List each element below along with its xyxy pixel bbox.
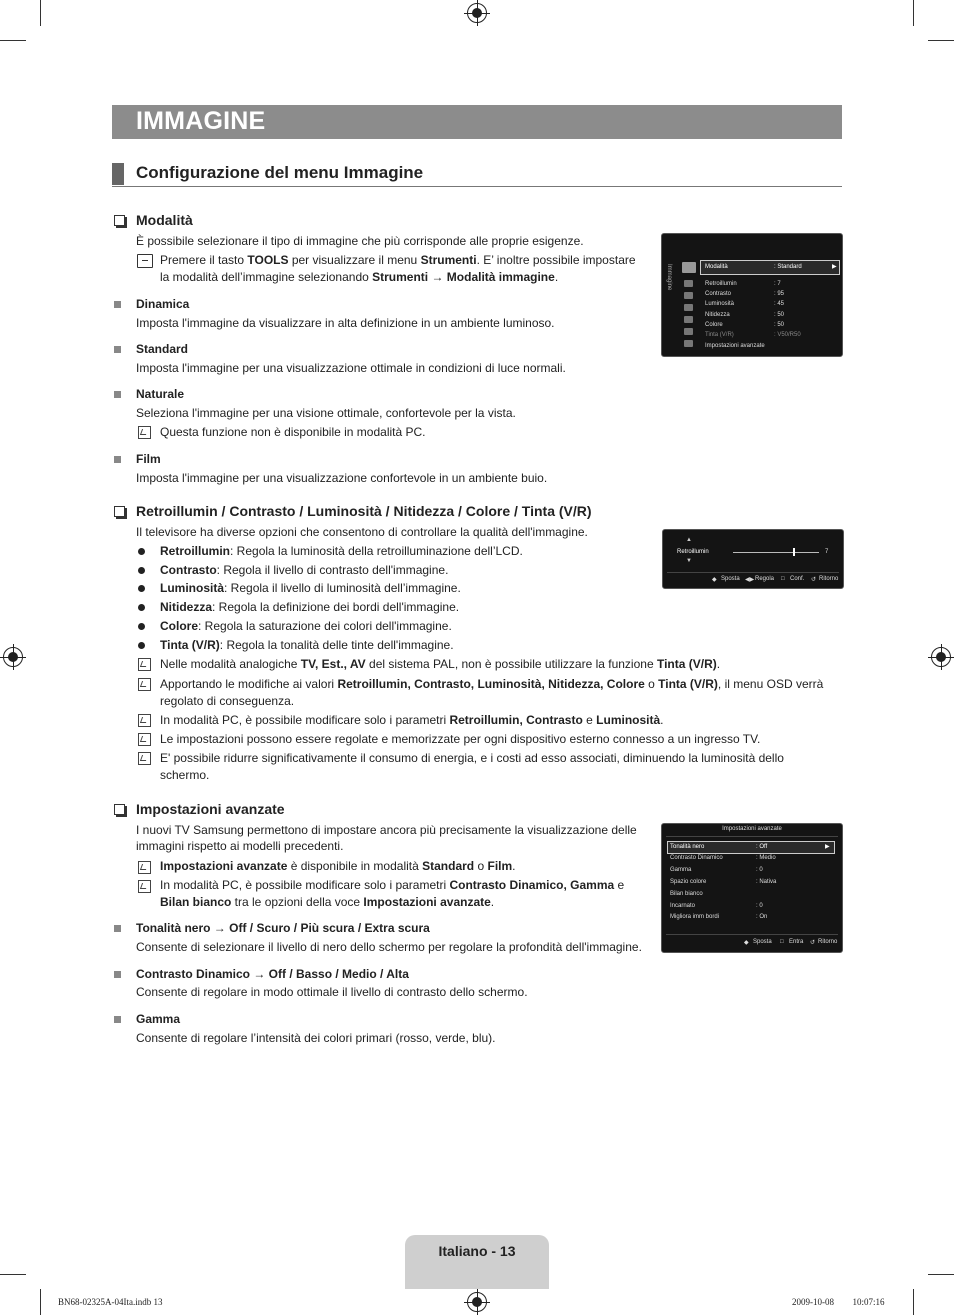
bullet-item: Retroillumin: Regola la luminosità della retroilluminazione dell’LCD. <box>160 544 523 558</box>
application-icon <box>684 328 693 335</box>
support-icon <box>684 340 693 347</box>
osd-row-value: : 7 <box>774 281 781 287</box>
bullet-icon <box>138 585 145 592</box>
crop-mark <box>913 1289 914 1315</box>
bullet-item: Luminosità: Regola il livello di luminosità dell’immagine. <box>160 581 461 595</box>
bullet-icon <box>138 623 145 630</box>
heading-impostazioni-avanzate: Impostazioni avanzate <box>136 801 285 817</box>
note-text-cont: regolato di conseguenza. <box>160 694 295 708</box>
osd-row-key: Bilan bianco <box>670 891 703 897</box>
item-desc: Consente di regolare in modo ottimale il livello di contrasto dello schermo. <box>136 985 528 999</box>
enter-icon: □ <box>780 939 784 945</box>
osd-row-key: Migliora imm bordi <box>670 914 720 920</box>
item-title: Naturale <box>136 387 185 401</box>
osd-row-key: Tinta (V/R) <box>705 332 734 338</box>
page-footer-tab <box>405 1235 549 1289</box>
crop-mark <box>0 1274 26 1275</box>
osd-divider <box>666 934 838 935</box>
chevron-right-icon: ▶ <box>832 264 837 270</box>
heading-modalita: Modalità <box>136 212 193 228</box>
crop-mark <box>928 40 954 41</box>
setup-icon <box>684 304 693 311</box>
note-text: In modalità PC, è possibile modificare solo i parametri Retroillumin, Contrasto e Luminosità. <box>160 713 664 727</box>
move-icon: ◆ <box>744 940 749 946</box>
bullet-icon <box>138 548 145 555</box>
note-icon <box>138 861 151 874</box>
return-icon: ↺ <box>810 940 816 946</box>
note-text-cont: Bilan bianco tra le opzioni della voce Impostazioni avanzate. <box>160 895 495 909</box>
item-title: Film <box>136 452 161 466</box>
picture-icon <box>682 262 696 273</box>
hint-confirm: Conf. <box>790 576 805 582</box>
page-number: Italiano - 13 <box>438 1243 516 1259</box>
bullet-icon <box>138 642 145 649</box>
osd-row-value: : 50 <box>774 312 785 318</box>
item-desc: Imposta l'immagine per una visualizzazione confortevole in un ambiente buio. <box>136 471 548 485</box>
item-desc: Imposta l'immagine da visualizzare in alta definizione in un ambiente luminoso. <box>136 316 555 330</box>
item-desc: Seleziona l'immagine per una visione ottimale, confortevole per la vista. <box>136 406 516 420</box>
hint-move: Sposta <box>753 939 772 945</box>
osd-row-key: Gamma <box>670 867 692 873</box>
note-text: Le impostazioni possono essere regolate e memorizzate per ogni dispositivo esterno connesso a un ingresso TV. <box>160 732 761 746</box>
crop-mark <box>0 40 26 41</box>
registration-mark-icon <box>931 647 951 667</box>
bullet-icon <box>138 567 145 574</box>
input-icon <box>684 316 693 323</box>
crop-mark <box>913 0 914 26</box>
item-title: Dinamica <box>136 297 190 311</box>
osd-row-key: Luminosità <box>705 301 735 307</box>
hint-enter: Entra <box>789 939 804 945</box>
osd-row-key: Contrasto <box>705 291 732 297</box>
osd-divider <box>667 572 839 573</box>
osd-row-value: : 95 <box>774 291 785 297</box>
sound-icon <box>684 280 693 287</box>
osd-row-value: : 50 <box>774 322 785 328</box>
avanzate-intro-cont: immagini rispetto ai modelli precedenti. <box>136 839 344 853</box>
square-bullet-icon <box>114 456 121 463</box>
note-icon <box>138 880 151 893</box>
item-desc: Consente di selezionare il livello di nero dello schermo per regolare la profondità dell'immagine. <box>136 940 642 954</box>
move-icon: ◆ <box>712 577 717 583</box>
osd-advanced-settings <box>661 823 843 953</box>
note-icon <box>138 733 151 746</box>
osd-row-value: : Medio <box>756 855 776 861</box>
print-slug-right: 2009-10-08 ￿￿ 10:07:16 <box>792 1297 885 1307</box>
hint-move: Sposta <box>721 576 740 582</box>
osd-row-key: Contrasto Dinamico <box>670 855 723 861</box>
item-title: Standard <box>136 342 189 356</box>
osd-row-value: : 0 <box>756 867 763 873</box>
return-icon: ↺ <box>811 577 817 583</box>
square-bullet-icon <box>114 301 121 308</box>
tools-icon <box>137 254 153 268</box>
osd-row-key: Impostazioni avanzate <box>705 343 765 349</box>
item-title: Gamma <box>136 1012 181 1026</box>
square-bullet-icon <box>114 346 121 353</box>
square-bullet-icon <box>114 971 121 978</box>
osd-slider-value: 7 <box>825 549 829 555</box>
arrow-up-icon: ▲ <box>686 537 692 543</box>
osd-row-key: Modalità <box>705 264 728 270</box>
print-slug-left: BN68-02325A-04Ita.indb 13 <box>58 1297 163 1307</box>
note-text: Questa funzione non è disponibile in modalità PC. <box>160 425 426 439</box>
bullet-item: Colore: Regola la saturazione dei colori dell'immagine. <box>160 619 452 633</box>
bullet-icon <box>138 604 145 611</box>
hint-adjust: Regola <box>755 576 775 582</box>
section-divider <box>112 186 842 187</box>
bullet-item: Contrasto: Regola il livello di contrasto dell'immagine. <box>160 563 449 577</box>
osd-row-key: Incarnato <box>670 903 696 909</box>
modalita-intro: È possibile selezionare il tipo di immagine che più corrisponde alle proprie esigenze. <box>136 234 584 248</box>
bullet-item: Tinta (V/R): Regola la tonalità delle tinte dell'immagine. <box>160 638 454 652</box>
note-text: Apportando le modifiche ai valori Retroillumin, Contrasto, Luminosità, Nitidezza, Colore o Tinta (V/R), il menu OSD verrà <box>160 677 824 691</box>
note-text: E' possibile ridurre significativamente il consumo di energia, e i costi ad esso associati, diminuendo la luminosità dello <box>160 751 784 765</box>
osd-row-key: Tonalità nero <box>670 844 705 850</box>
osd-picture-menu <box>661 233 843 357</box>
osd-row-key: Colore <box>705 322 723 328</box>
osd-row-value: : 0 <box>756 903 763 909</box>
item-title: Tonalità nero → Off / Scuro / Più scura / Extra scura <box>136 921 430 935</box>
bullet-item: Nitidezza: Regola la definizione dei bordi dell'immagine. <box>160 600 460 614</box>
note-text: Impostazioni avanzate è disponibile in modalità Standard o Film. <box>160 859 516 873</box>
channel-icon <box>684 292 693 299</box>
modalita-tools-note: Premere il tasto TOOLS per visualizzare il menu Strumenti. E’ inoltre possibile impostare <box>160 253 636 267</box>
enter-icon: □ <box>781 576 785 582</box>
osd-row-value: : Nativa <box>756 879 777 885</box>
note-icon <box>138 752 151 765</box>
osd-row-key: Retroillumin <box>705 281 737 287</box>
chapter-title: IMMAGINE <box>136 107 266 135</box>
crop-mark <box>40 1289 41 1315</box>
osd-divider <box>666 836 838 837</box>
retro-intro: Il televisore ha diverse opzioni che consentono di controllare la qualità dell'immagine. <box>136 525 588 539</box>
osd-slider-label: Retroillumin <box>677 549 709 555</box>
osd-row-value: : Off <box>756 844 768 850</box>
hint-return: Ritorno <box>819 576 839 582</box>
note-icon <box>138 678 151 691</box>
osd-backlight-slider <box>662 529 844 589</box>
osd-row-key: Spazio colore <box>670 879 707 885</box>
registration-mark-icon <box>467 3 487 23</box>
avanzate-intro: I nuovi TV Samsung permettono di impostare ancora più precisamente la visualizzazione delle <box>136 823 637 837</box>
adjust-icon: ◀▶ <box>745 577 755 583</box>
note-text-cont: schermo. <box>160 768 210 782</box>
note-icon <box>138 426 151 439</box>
chapter-banner <box>112 105 842 139</box>
osd-title: Impostazioni avanzate <box>722 826 782 832</box>
registration-mark-icon <box>3 647 23 667</box>
crop-mark <box>40 0 41 26</box>
crop-mark <box>928 1274 954 1275</box>
note-icon <box>138 714 151 727</box>
osd-row-value: : On <box>756 914 768 920</box>
slider-track <box>733 552 819 553</box>
square-bullet-icon <box>114 925 121 932</box>
note-text: In modalità PC, è possibile modificare solo i parametri Contrasto Dinamico, Gamma e <box>160 878 625 892</box>
osd-row-value: : 45 <box>774 301 785 307</box>
osd-row-value: : Standard <box>774 264 802 270</box>
square-bullet-icon <box>114 391 121 398</box>
hint-return: Ritorno <box>818 939 838 945</box>
osd-side-label: Immagine <box>666 264 672 291</box>
note-text: Nelle modalità analogiche TV, Est., AV del sistema PAL, non è possibile utilizzare la funzione Tinta (V/R). <box>160 657 721 671</box>
square-bullet-icon <box>114 1016 121 1023</box>
arrow-down-icon: ▼ <box>686 558 692 564</box>
registration-mark-icon <box>467 1292 487 1312</box>
osd-row-key: Nitidezza <box>705 312 730 318</box>
section-marker <box>112 163 124 185</box>
osd-row-value: : V50/R50 <box>774 332 801 338</box>
note-icon <box>138 658 151 671</box>
item-desc: Imposta l'immagine per una visualizzazione ottimale in condizioni di luce normali. <box>136 361 566 375</box>
modalita-tools-note-2: la modalità dell’immagine selezionando Strumenti → Modalità immagine. <box>160 270 559 284</box>
item-desc: Consente di regolare l’intensità dei colori primari (rosso, verde, blu). <box>136 1031 496 1045</box>
item-title: Contrasto Dinamico → Off / Basso / Medio / Alta <box>136 967 409 981</box>
heading-retroillumin: Retroillumin / Contrasto / Luminosità / Nitidezza / Colore / Tinta (V/R) <box>136 503 592 519</box>
chevron-right-icon: ▶ <box>825 844 830 850</box>
section-title: Configurazione del menu Immagine <box>136 163 424 182</box>
slider-knob <box>793 548 795 556</box>
